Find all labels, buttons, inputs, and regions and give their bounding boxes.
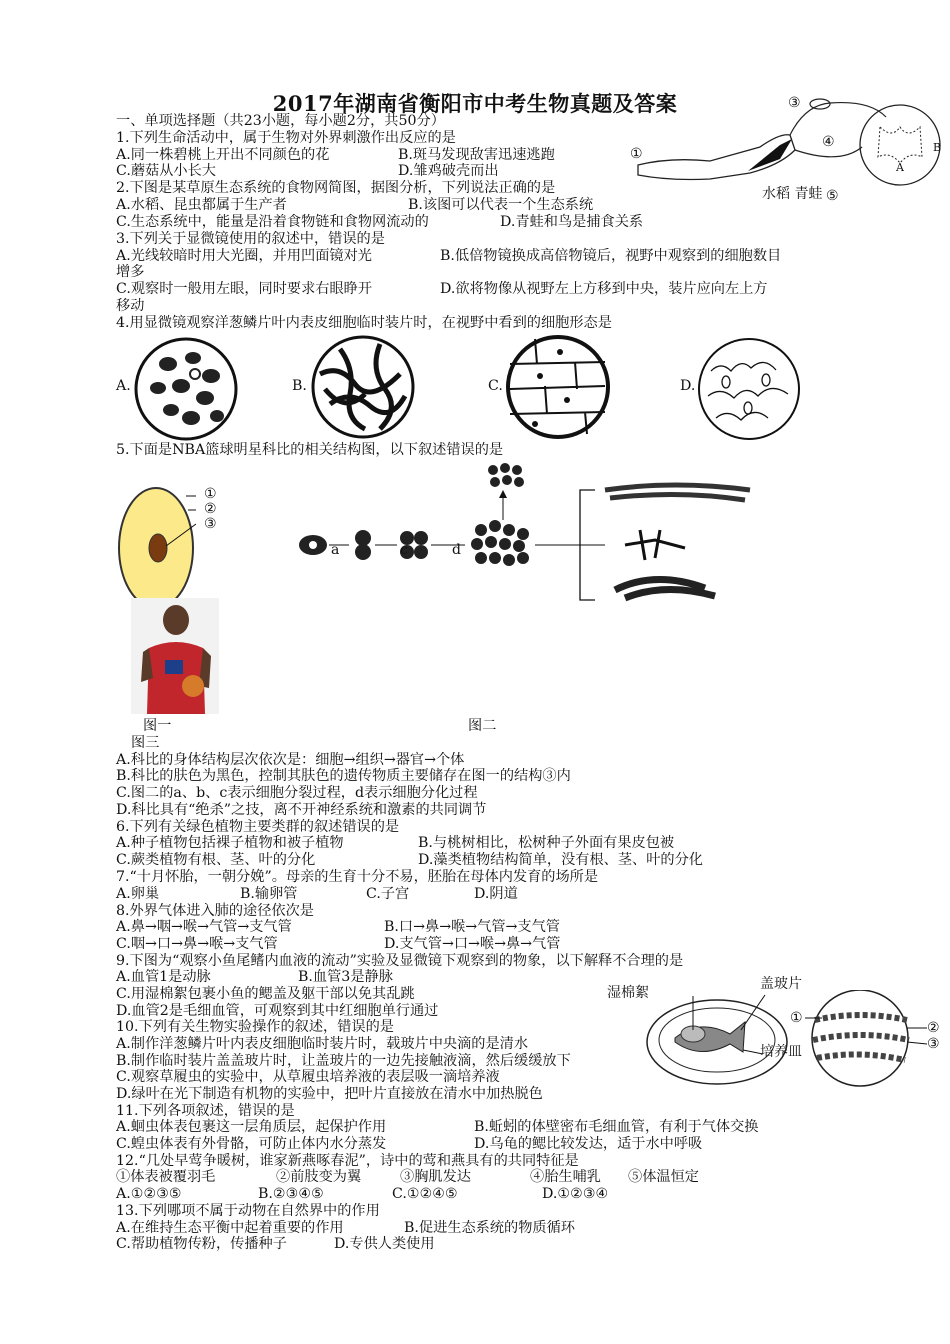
q7-option-a: A.卵巢 xyxy=(116,886,160,902)
q12-feature-5: ⑤体温恒定 xyxy=(628,1169,699,1185)
q12-option-a: A.①②③⑤ xyxy=(116,1186,182,1202)
q3-option-b: B.低倍物镜换成高倍物镜后，视野中观察到的细胞数目 xyxy=(440,248,782,264)
q7-option-b: B.输卵管 xyxy=(240,886,298,902)
q9-fish-figure xyxy=(645,990,945,1094)
food-web-caption: 水稻 青蛙 xyxy=(762,186,823,202)
page-title: 2017年湖南省衡阳市中考生物真题及答案 xyxy=(272,91,678,116)
q12-stem: 12.“几处早莺争暖树，谁家新燕啄春泥”，诗中的莺和燕具有的共同特征是 xyxy=(116,1153,579,1169)
q10-option-d: D.绿叶在光下制造有机物的实验中，把叶片直接放在清水中加热脱色 xyxy=(116,1086,543,1102)
flow-label-c: c xyxy=(400,542,408,558)
q12-feature-4: ④胎生哺乳 xyxy=(530,1169,601,1185)
q5-player-photo xyxy=(131,598,219,714)
q7-stem: 7.“十月怀胎，一朝分娩”。母亲的生育十分不易，胚胎在母体内发育的场所是 xyxy=(116,869,599,885)
q12-feature-3: ③胸肌发达 xyxy=(400,1169,471,1185)
q4-option-a-label: A. xyxy=(116,378,131,394)
q4-image-d xyxy=(696,336,802,446)
q11-option-d: D.乌龟的鳃比较发达，适于水中呼吸 xyxy=(474,1136,703,1152)
fig2-caption: 图二 xyxy=(468,718,497,734)
q7-option-d: D.阴道 xyxy=(474,886,518,902)
q3-option-d: D.欲将物像从视野左上方移到中央，装片应向左上方 xyxy=(440,281,768,297)
q9-option-c: C.用湿棉絮包裹小鱼的鳃盖及躯干部以免其乱跳 xyxy=(116,986,415,1002)
fish-label-cotton: 湿棉絮 xyxy=(607,985,649,1001)
q13-option-a: A.在维持生态平衡中起着重要的作用 xyxy=(116,1220,344,1236)
section-header: 一、单项选择题（共23小题，每小题2分，共50分） xyxy=(116,113,445,129)
q1-option-b: B.斑马发现敌害迅速逃跑 xyxy=(398,147,555,163)
q4-image-b xyxy=(310,334,416,444)
q11-option-c: C.蝗虫体表有外骨骼，可防止体内水分蒸发 xyxy=(116,1136,387,1152)
q2-option-d: D.青蛙和鸟是捕食关系 xyxy=(500,214,644,230)
reflex-label-4: ④ xyxy=(822,134,835,150)
cell-label-3: ③ xyxy=(204,516,217,532)
q1-option-d: D.雏鸡破壳而出 xyxy=(398,163,499,179)
cell-label-2: ② xyxy=(204,501,217,517)
q3-option-c: C.观察时一般用左眼，同时要求右眼睁开 xyxy=(116,281,373,297)
q11-option-b: B.蚯蚓的体壁密布毛细血管，有利于气体交换 xyxy=(474,1119,759,1135)
q9-option-d: D.血管2是毛细血管，可观察到其中红细胞单行通过 xyxy=(116,1003,439,1019)
q6-option-c: C.蕨类植物有根、茎、叶的分化 xyxy=(116,852,316,868)
q9-option-b: B.血管3是静脉 xyxy=(298,969,393,985)
fig3-caption: 图三 xyxy=(131,735,160,751)
q4-image-c xyxy=(505,334,611,444)
reflex-label-1: ① xyxy=(630,146,643,162)
reflex-label-b: B xyxy=(933,141,942,154)
q2-option-c: C.生态系统中，能量是沿着食物链和食物网流动的 xyxy=(116,214,429,230)
q8-option-c: C.咽→口→鼻→喉→支气管 xyxy=(116,936,278,952)
fish-label-2: ② xyxy=(927,1020,940,1036)
reflex-label-a: A xyxy=(896,161,904,174)
q3-option-d-cont: 移动 xyxy=(116,298,145,314)
q7-option-c: C.子宫 xyxy=(366,886,410,902)
q5-option-c: C.图二的a、b、c表示细胞分裂过程，d表示细胞分化过程 xyxy=(116,785,478,801)
q3-stem: 3.下列关于显微镜使用的叙述中，错误的是 xyxy=(116,231,385,247)
q6-option-b: B.与桃树相比，松树种子外面有果皮包被 xyxy=(418,835,675,851)
q13-option-b: B.促进生态系统的物质循环 xyxy=(404,1220,575,1236)
q10-stem: 10.下列有关生物实验操作的叙述，错误的是 xyxy=(116,1019,394,1035)
q5-option-d: D.科比具有“绝杀”之技，离不开神经系统和激素的共同调节 xyxy=(116,802,487,818)
q6-option-a: A.种子植物包括裸子植物和被子植物 xyxy=(116,835,344,851)
q8-option-d: D.支气管→口→喉→鼻→气管 xyxy=(384,936,561,952)
q12-feature-1: ①体表被覆羽毛 xyxy=(116,1169,216,1185)
q3-option-a: A.光线较暗时用大光圈，并用凹面镜对光 xyxy=(116,248,372,264)
q3-option-b-cont: 增多 xyxy=(116,264,145,280)
fish-label-3: ③ xyxy=(927,1036,940,1052)
fish-label-dish: 培养皿 xyxy=(760,1044,802,1060)
q9-stem: 9.下图为“观察小鱼尾鳍内血液的流动”实验及显微镜下观察到的物象，以下解释不合理的是 xyxy=(116,953,684,969)
q8-option-a: A.鼻→咽→喉→气管→支气管 xyxy=(116,919,292,935)
flow-label-a: a xyxy=(331,542,340,558)
cell-label-1: ① xyxy=(204,486,217,502)
q12-feature-2: ②前肢变为翼 xyxy=(276,1169,362,1185)
flow-label-d: d xyxy=(452,542,461,558)
reflex-label-5: ⑤ xyxy=(826,188,839,204)
q5-option-b: B.科比的肤色为黑色，控制其肤色的遗传物质主要储存在图一的结构③内 xyxy=(116,768,571,784)
q1-option-c: C.蘑菇从小长大 xyxy=(116,163,216,179)
q11-stem: 11.下列各项叙述，错误的是 xyxy=(116,1103,295,1119)
fish-label-1: ① xyxy=(790,1010,803,1026)
q2-option-b: B.该图可以代表一个生态系统 xyxy=(408,197,594,213)
q4-option-d-label: D. xyxy=(680,378,696,394)
q6-option-d: D.藻类植物结构简单，没有根、茎、叶的分化 xyxy=(418,852,703,868)
q10-option-c: C.观察草履虫的实验中，从草履虫培养液的表层吸一滴培养液 xyxy=(116,1069,500,1085)
q12-option-b: B.②③④⑤ xyxy=(258,1186,324,1202)
q1-stem: 1.下列生命活动中，属于生物对外界刺激作出反应的是 xyxy=(116,130,456,146)
q5-stem: 5.下面是NBA篮球明星科比的相关结构图，以下叙述错误的是 xyxy=(116,442,504,458)
q8-stem: 8.外界气体进入肺的途径依次是 xyxy=(116,903,314,919)
q5-cell-figure xyxy=(116,484,196,616)
q6-stem: 6.下列有关绿色植物主要类群的叙述错误的是 xyxy=(116,819,400,835)
q2-option-a: A.水稻、昆虫都属于生产者 xyxy=(116,197,287,213)
q9-option-a: A.血管1是动脉 xyxy=(116,969,211,985)
fish-label-coverslip: 盖玻片 xyxy=(760,976,802,992)
q13-option-c: C.帮助植物传粉，传播种子 xyxy=(116,1236,287,1252)
q2-stem: 2.下图是某草原生态系统的食物网简图，据图分析，下列说法正确的是 xyxy=(116,180,556,196)
q11-option-a: A.蛔虫体表包裹这一层角质层，起保护作用 xyxy=(116,1119,387,1135)
q5-option-a: A.科比的身体结构层次依次是：细胞→组织→器官→个体 xyxy=(116,752,465,768)
q12-option-c: C.①②④⑤ xyxy=(392,1186,458,1202)
q13-stem: 13.下列哪项不属于动物在自然界中的作用 xyxy=(116,1203,380,1219)
q10-option-b: B.制作临时装片盖盖玻片时，让盖玻片的一边先接触液滴，然后缓缓放下 xyxy=(116,1053,571,1069)
reflex-label-3: ③ xyxy=(788,95,801,111)
q4-option-c-label: C. xyxy=(488,378,503,394)
q1-option-a: A.同一株碧桃上开出不同颜色的花 xyxy=(116,147,330,163)
q8-option-b: B.口→鼻→喉→气管→支气管 xyxy=(384,919,560,935)
q12-option-d: D.①②③④ xyxy=(542,1186,609,1202)
q13-option-d: D.专供人类使用 xyxy=(334,1236,435,1252)
q4-image-a xyxy=(133,336,239,446)
q10-option-a: A.制作洋葱鳞片叶内表皮细胞临时装片时，载玻片中央滴的是清水 xyxy=(116,1036,529,1052)
q4-option-b-label: B. xyxy=(292,378,307,394)
fig1-caption: 图一 xyxy=(143,718,172,734)
q5-division-figure xyxy=(295,460,755,614)
q4-stem: 4.用显微镜观察洋葱鳞片叶内表皮细胞临时装片时，在视野中看到的细胞形态是 xyxy=(116,315,612,331)
